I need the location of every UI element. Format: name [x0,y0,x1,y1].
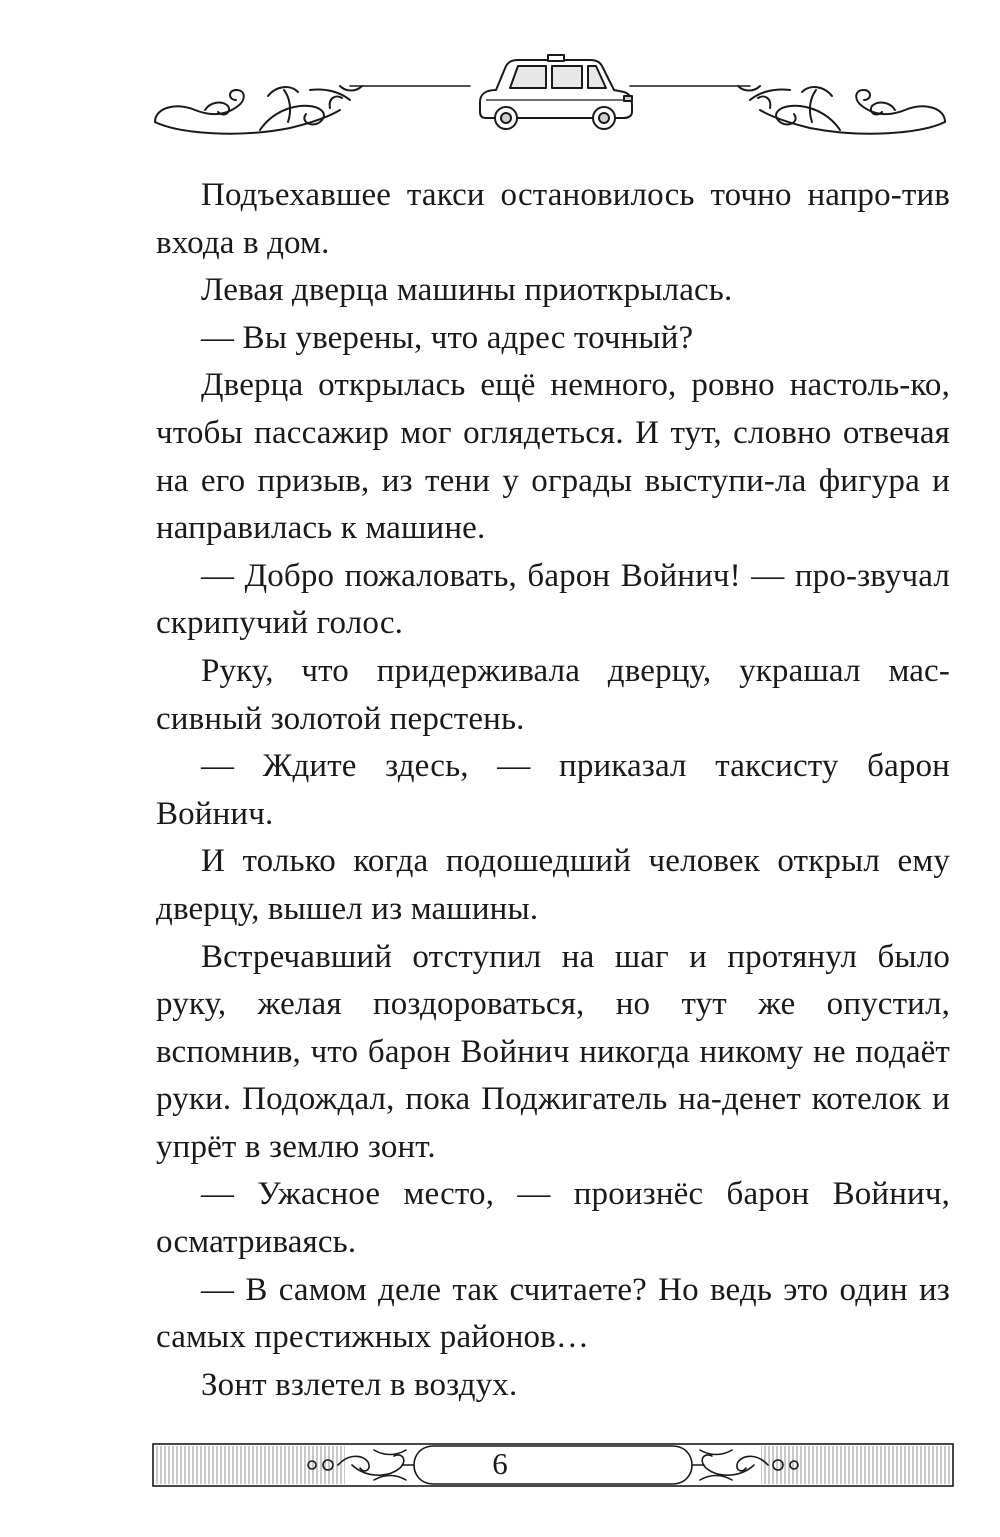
page-number: 6 [492,1446,508,1481]
paragraph: Подъехавшее такси остановилось точно напро-тив входа в дом. [156,177,950,261]
paragraph: — Вы уверены, что адрес точный? [201,319,694,356]
paragraph: Левая дверца машины приоткрылась. [201,272,733,309]
paragraph: — В самом деле так считаете? Но ведь это один из самых престижных районов… [156,1271,950,1356]
paragraph: Встречавший отступил на шаг и протянул было руку, желая поздороваться, но тут же опустил, вспомнив, что барон Войнич никогда никому не подаёт руки. Подождал, пока Поджигатель на-денет котелок и упрёт в землю зонт. [156,938,950,1165]
paragraph: Зонт взлетел в воздух. [201,1366,518,1403]
paragraph: — Ждите здесь, — приказал таксисту барон Войнич. [156,748,950,832]
paragraph: — Ужасное место, — произнёс барон Войнич, осматриваясь. [156,1176,950,1261]
paragraph: Дверца открылась ещё немного, ровно настоль-ко, чтобы пассажир мог оглядеться. И тут, словно отвечая на его призыв, из тени у ограды выступи-ла фигура и направилась к машине. [156,367,950,547]
paragraph: — Добро пожаловать, барон Войнич! — про-звучал скрипучий голос. [156,557,950,642]
paragraph: Руку, что придерживала дверцу, украшал мас-сивный золотой перстень. [156,652,950,737]
page-text [156,172,950,1409]
paragraph: И только когда подошедший человек открыл ему дверцу, вышел из машины. [156,843,950,927]
header-taxi-ornament-icon [150,50,950,150]
